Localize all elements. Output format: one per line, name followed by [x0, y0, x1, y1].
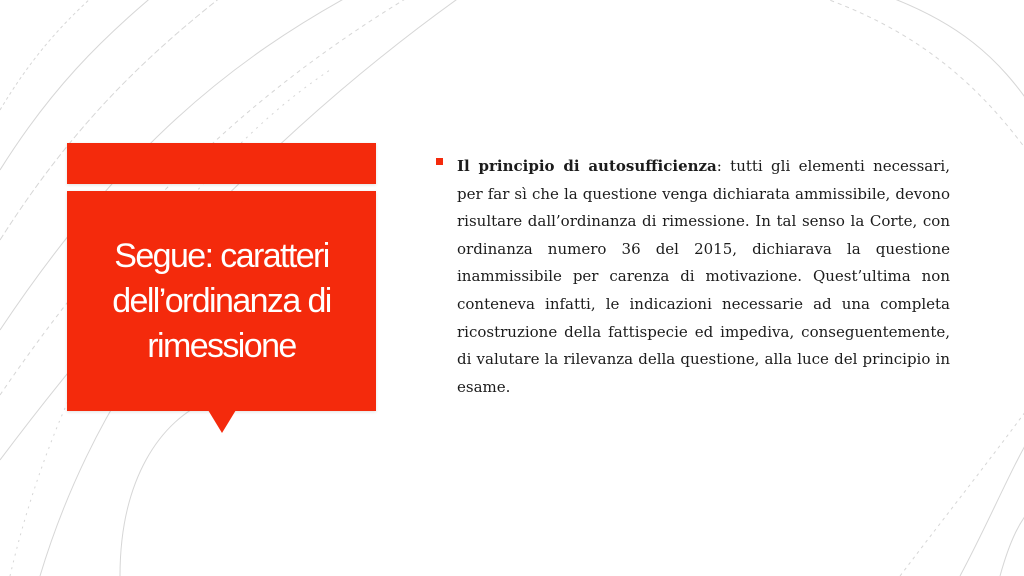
- content-area: [436, 153, 950, 401]
- bullet-body-text: : tutti gli elementi necessari, per far sì che la questione venga dichiarata ammissibile, devono risultare dall’ordinanza di rimessione. In tal senso la Corte, con ordinanza numero 36 del 2015, dichiarava la questione inammissibile per carenza di motivazione. Quest’ultima non conteneva infatti, le indicazioni necessarie ad una completa ricostruzione della fattispecie ed impediva, conseguentemente, di valutare la rilevanza della questione, alla luce del principio in esame.: [457, 157, 950, 396]
- bullet-paragraph: [457, 153, 950, 401]
- slide-title-line-1: Segue: caratteri: [114, 236, 329, 275]
- slide-title-line-2: dell’ordinanza di: [112, 281, 331, 320]
- title-box: [67, 191, 376, 411]
- title-header-bar: [67, 143, 376, 184]
- slide-title-line-3: rimessione: [147, 326, 296, 365]
- square-bullet-icon: [436, 158, 443, 165]
- slide-title: [102, 234, 341, 369]
- bullet-lead-term: Il principio di autosufficienza: [457, 157, 717, 175]
- title-pointer-arrow: [208, 410, 236, 433]
